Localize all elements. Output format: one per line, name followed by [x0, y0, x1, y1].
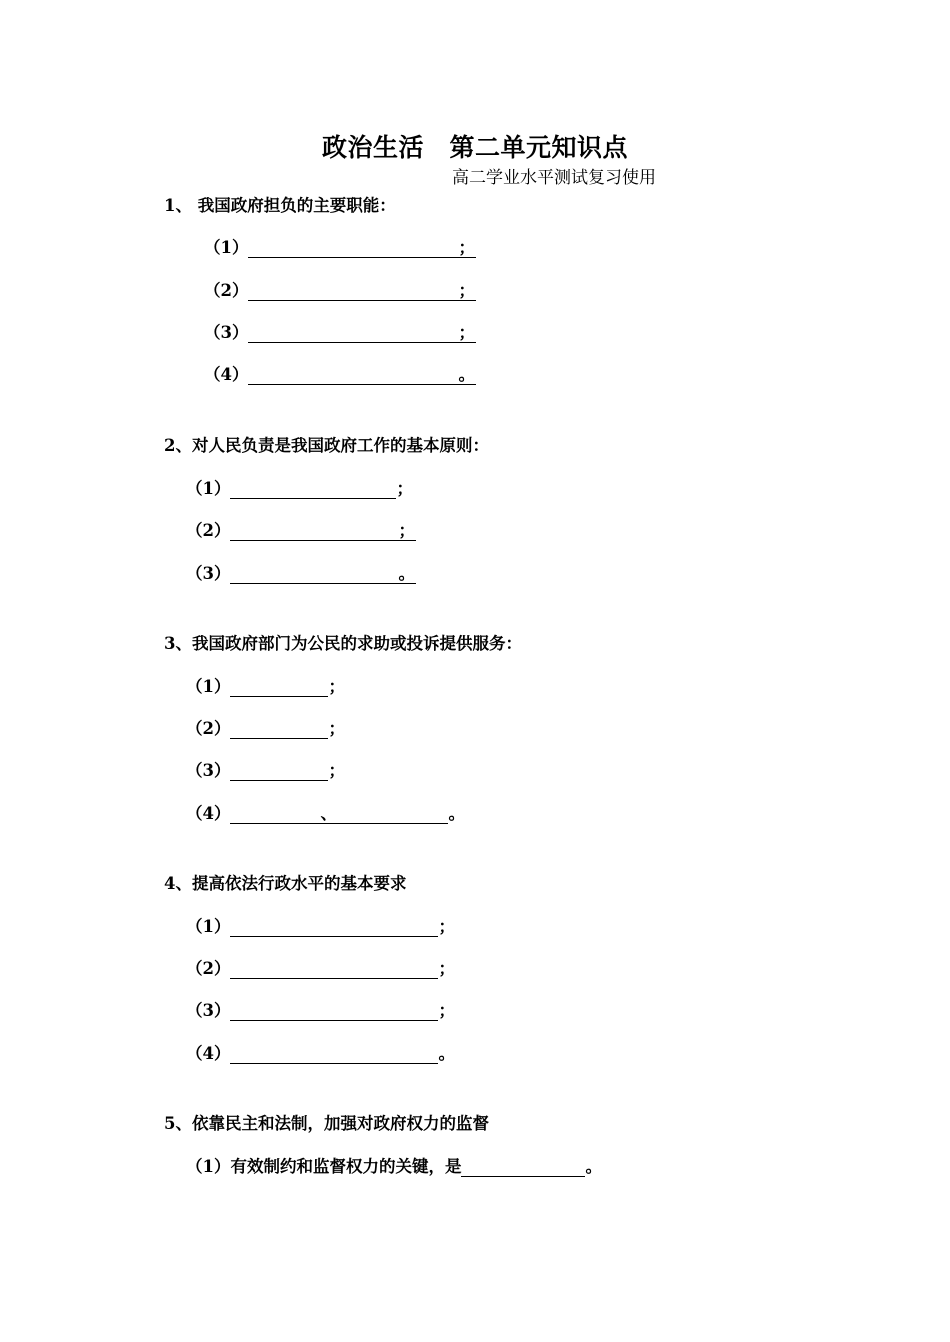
fill-blank[interactable]	[230, 522, 416, 541]
item-number: （1）	[204, 238, 249, 257]
item-number: （1）	[186, 677, 231, 696]
fill-blank[interactable]	[230, 918, 438, 937]
blank-separator: 、	[320, 804, 337, 823]
item-punctuation: ；	[328, 761, 345, 780]
section-4-item-2	[186, 955, 455, 979]
item-number: （1）	[186, 1157, 231, 1176]
section-1-item-1	[204, 234, 476, 258]
page-subtitle: 高二学业水平测试复习使用	[452, 168, 656, 188]
section-4-item-3	[186, 997, 455, 1021]
fill-blank[interactable]	[230, 565, 416, 584]
section-4-heading: 4、提高依法行政水平的基本要求	[164, 874, 407, 893]
fill-blank[interactable]	[248, 324, 476, 343]
item-punctuation: 。	[448, 804, 465, 823]
fill-blank[interactable]	[230, 1002, 438, 1021]
item-number: （1）	[186, 479, 231, 498]
item-punctuation: 。	[585, 1157, 602, 1176]
section-1-item-2	[204, 277, 476, 301]
fill-blank[interactable]	[230, 678, 328, 697]
blank-punctuation: 。	[458, 365, 475, 384]
fill-blank[interactable]	[230, 1045, 438, 1064]
item-punctuation: ；	[396, 479, 413, 498]
item-number: （4）	[186, 804, 231, 823]
item-number: （4）	[186, 1044, 231, 1063]
page-title: 政治生活 第二单元知识点	[321, 133, 628, 162]
fill-blank[interactable]	[230, 805, 448, 824]
fill-blank[interactable]	[248, 282, 476, 301]
fill-blank[interactable]	[248, 366, 476, 385]
item-number: （2）	[204, 281, 249, 300]
section-3-item-4	[186, 800, 465, 824]
item-punctuation: ；	[438, 959, 455, 978]
section-2-item-3	[186, 560, 416, 584]
blank-punctuation: ；	[458, 323, 475, 342]
section-4-item-4	[186, 1040, 455, 1064]
fill-blank[interactable]	[230, 762, 328, 781]
fill-blank[interactable]	[230, 720, 328, 739]
blank-punctuation: ；	[458, 281, 475, 300]
blank-punctuation: ；	[458, 238, 475, 257]
item-number: （3）	[186, 1001, 231, 1020]
item-punctuation: ；	[438, 917, 455, 936]
fill-blank[interactable]	[461, 1158, 585, 1177]
item-number: （2）	[186, 719, 231, 738]
section-3-item-1	[186, 673, 345, 697]
fill-blank[interactable]	[230, 960, 438, 979]
section-2-item-2	[186, 517, 416, 541]
fill-blank[interactable]	[230, 480, 396, 499]
section-5-heading: 5、依靠民主和法制，加强对政府权力的监督	[164, 1114, 489, 1133]
item-number: （3）	[186, 564, 231, 583]
item-number: （1）	[186, 917, 231, 936]
section-1-item-4	[204, 361, 476, 385]
blank-punctuation: 。	[398, 564, 415, 583]
item-punctuation: ；	[438, 1001, 455, 1020]
section-4-item-1	[186, 913, 455, 937]
section-5-item-1	[186, 1153, 602, 1177]
item-number: （2）	[186, 521, 231, 540]
item-number: （3）	[204, 323, 249, 342]
item-text: 有效制约和监督权力的关键，是	[230, 1157, 462, 1176]
item-punctuation: ；	[328, 677, 345, 696]
section-2-heading: 2、对人民负责是我国政府工作的基本原则：	[164, 436, 489, 455]
item-number: （2）	[186, 959, 231, 978]
blank-punctuation: ；	[398, 521, 415, 540]
item-number: （3）	[186, 761, 231, 780]
section-3-item-2	[186, 715, 345, 739]
section-3-item-3	[186, 757, 345, 781]
section-1-item-3	[204, 319, 476, 343]
item-punctuation: 。	[438, 1044, 455, 1063]
section-2-item-1	[186, 475, 413, 499]
section-3-heading: 3、我国政府部门为公民的求助或投诉提供服务：	[164, 634, 522, 653]
item-punctuation: ；	[328, 719, 345, 738]
item-number: （4）	[204, 365, 249, 384]
section-1-heading: 1、 我国政府担负的主要职能：	[164, 196, 396, 215]
fill-blank[interactable]	[248, 239, 476, 258]
